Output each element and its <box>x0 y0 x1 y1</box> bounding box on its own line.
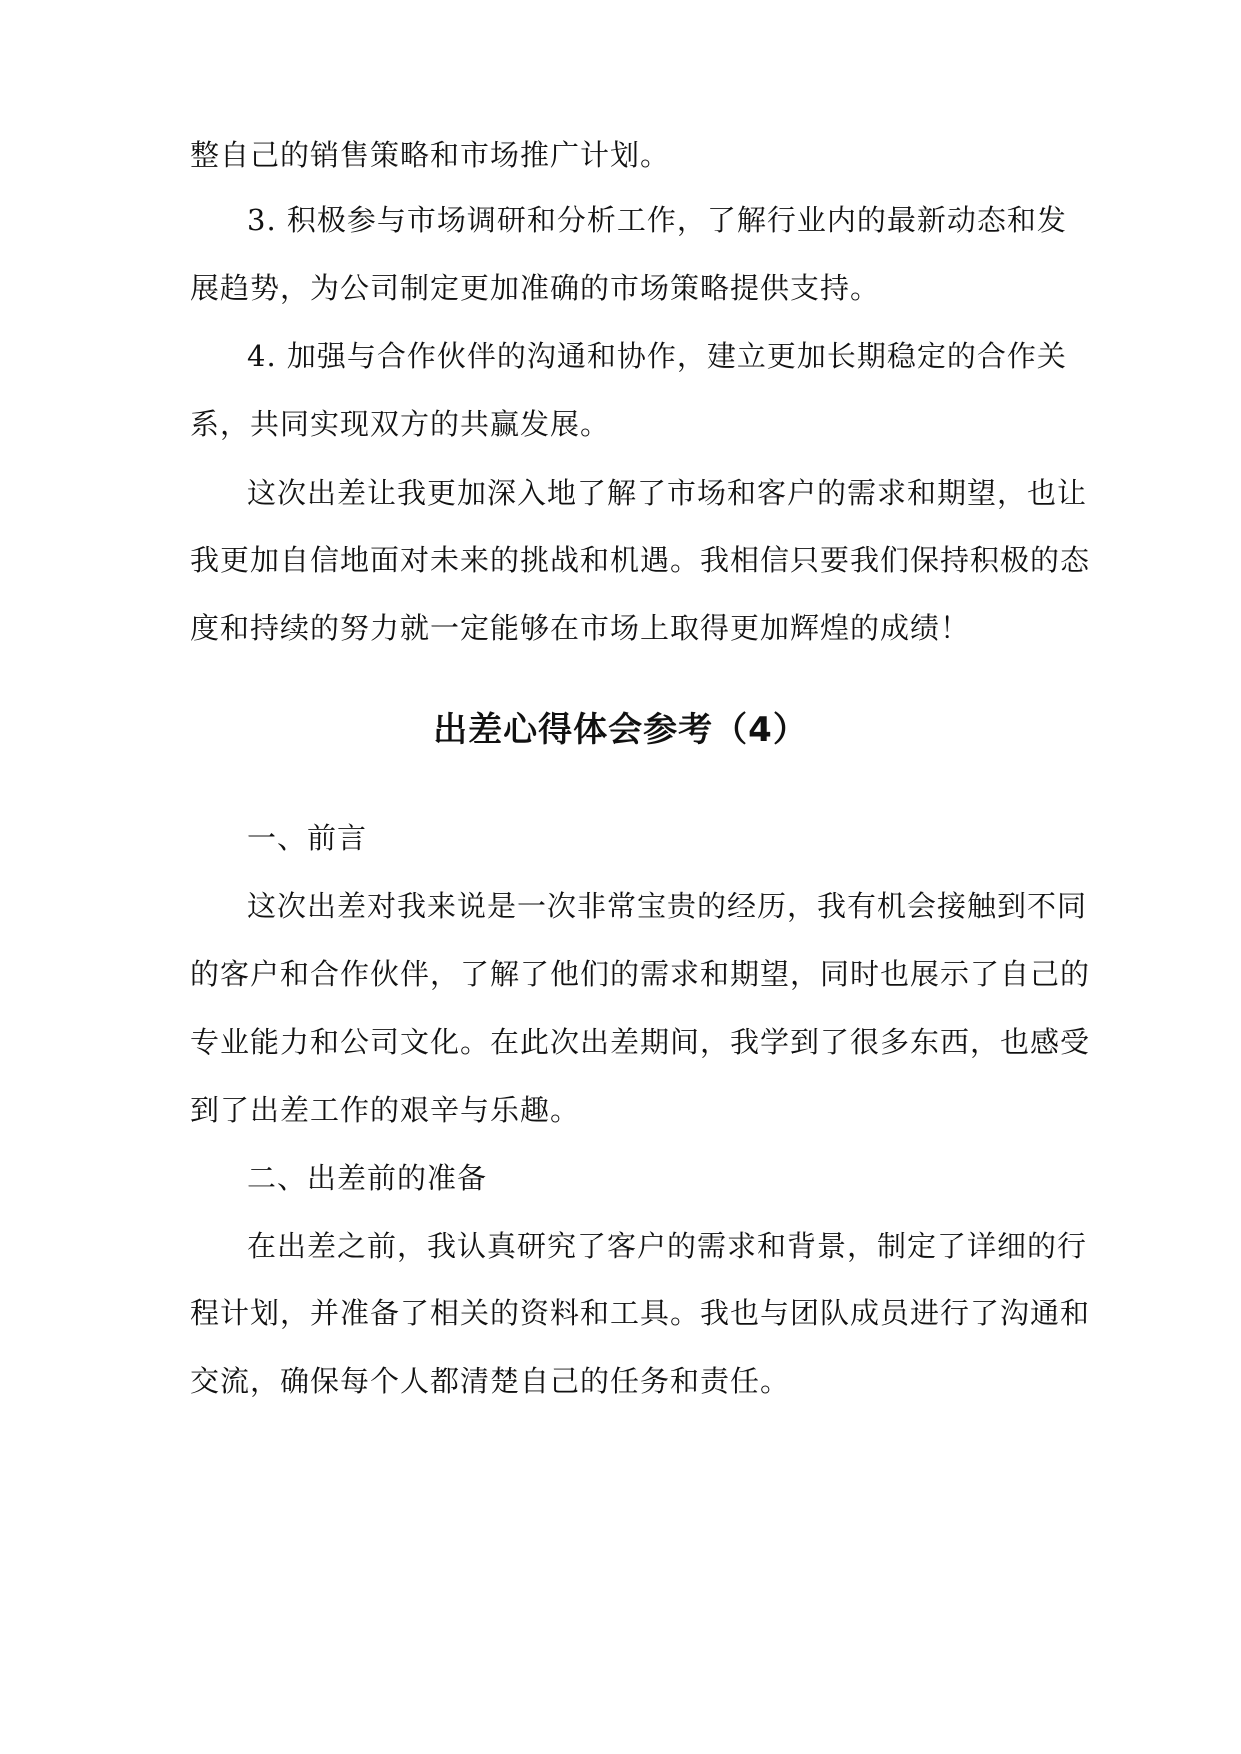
section-heading: 一、前言 <box>247 821 368 855</box>
text-line: 这次出差让我更加深入地了解了市场和客户的需求和期望，也让 <box>247 476 1088 510</box>
text-line: 整自己的销售策略和市场推广计划。 <box>190 138 671 172</box>
text-line: 专业能力和公司文化。在此次出差期间，我学到了很多东西，也感受 <box>190 1025 1091 1059</box>
text-line: 程计划，并准备了相关的资料和工具。我也与团队成员进行了沟通和 <box>190 1296 1091 1330</box>
text-line: 度和持续的努力就一定能够在市场上取得更加辉煌的成绩！ <box>190 611 971 645</box>
list-item-4: 4. 加强与合作伙伴的沟通和协作，建立更加长期稳定的合作关 <box>247 339 1067 373</box>
list-item-3: 3. 积极参与市场调研和分析工作，了解行业内的最新动态和发 <box>247 203 1067 237</box>
text-line: 交流，确保每个人都清楚自己的任务和责任。 <box>190 1364 791 1398</box>
text-line: 这次出差对我来说是一次非常宝贵的经历，我有机会接触到不同 <box>247 889 1088 923</box>
text-line: 在出差之前，我认真研究了客户的需求和背景，制定了详细的行 <box>247 1229 1088 1263</box>
section-heading: 二、出差前的准备 <box>247 1161 488 1195</box>
text-line: 展趋势，为公司制定更加准确的市场策略提供支持。 <box>190 271 881 305</box>
text-line: 我更加自信地面对未来的挑战和机遇。我相信只要我们保持积极的态 <box>190 543 1091 577</box>
text-line: 系，共同实现双方的共赢发展。 <box>190 407 611 441</box>
section-title: 出差心得体会参考（4） <box>433 710 808 750</box>
text-line: 到了出差工作的艰辛与乐趣。 <box>190 1093 581 1127</box>
text-line: 的客户和合作伙伴，了解了他们的需求和期望，同时也展示了自己的 <box>190 957 1091 991</box>
